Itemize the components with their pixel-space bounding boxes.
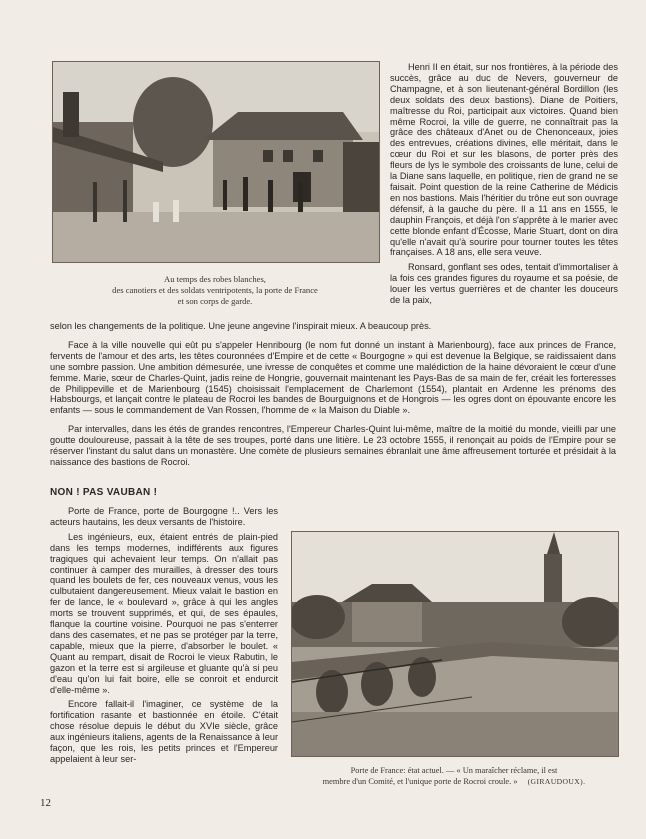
photo-current-image	[292, 532, 618, 756]
full-width-paragraph: Par intervalles, dans les étés de grandes rencontres, l'Empereur Charles-Quint lui-même, maître de la moitié du monde, vieilli par une goutte douloureuse, passait à la tête de ses troupes, porté dans une litière. Le 23 octobre 1555, il renonçait au poids de l'Empire pour se réserver l'instant du salut dans un monastère. Une comète de plusieurs semaines ébranlait une âme affreusement torturée et présidait à la naissance des bastions de Rocroi.	[50, 424, 616, 467]
full-width-continuation: selon les changements de la politique. Une jeune angevine l'inspirait mieux. A beaucoup près.	[50, 321, 432, 331]
right-paragraph: Ronsard, gonflant ses odes, tentait d'immortaliser à la fois ces grandes figures du royaume et sa poésie, de louer les vertus guerrières et de chanter les douceurs de la paix,	[390, 262, 618, 306]
left-column	[50, 506, 278, 765]
photo-bottom-caption-line	[291, 777, 617, 788]
right-paragraph: Henri II en était, sur nos frontières, à la période des succès, grâce au duc de Nevers, gouverneur de Champagne, et à son lieutenant-général Bordillon (les deux soldats des deux bastions). Diane de Poitiers, maîtresse du Roi, participait aux victoires. Quand bien même Rocroi, la ville de guerre, ne connaîtrait pas la grâce des châteaux d'Anet ou de Chenonceaux, joies des entrevues, créations divines, elle méritait, dans le cœur du Roi et sur les blasons, de porter près des fleurs de lys le symbole des croissants de lune, celui de la Diane sans laquelle, en politique, rien de grand ne se faisait. Point question de la reine Catherine de Médicis en nos bastions. Mais l'héritier du trône eut son ouvrage défensif, à la gauche du père. Il a 11 ans en 1555, le dauphin François, et déjà l'on s'apprête à le marier avec cette blonde enfant d'Écosse, Marie Stuart, dont on dira qu'elle n'avait qu'à sourire pour tourner toutes les têtes françaises. A 18 ans, elle sera veuve.	[390, 62, 619, 258]
photo-top-caption-line: Au temps des robes blanches,	[164, 274, 266, 284]
section-heading: NON ! PAS VAUBAN !	[50, 487, 158, 498]
photo-top-caption	[52, 274, 378, 307]
full-width-text	[50, 321, 616, 468]
left-paragraph: Encore fallait-il l'imaginer, ce système de la fortification rasante et bastionnée en étoile. C'était chose résolue depuis le début du XVIe siècle, grâce aux ingénieurs italiens, agents de la Renaissance à leur façon, que les rois, les petits princes et l'Empereur appelaient à leur ser-	[50, 699, 278, 764]
page-number: 12	[40, 797, 51, 809]
photo-porte-de-france-old	[52, 61, 380, 263]
left-paragraph: Porte de France, porte de Bourgogne !.. Vers les acteurs hautains, les deux versants de l'histoire.	[50, 506, 278, 527]
photo-bottom-caption-text: membre d'un Comité, et l'unique porte de Rocroi croule. »	[322, 776, 518, 786]
right-column	[390, 62, 618, 306]
photo-bottom-caption	[291, 766, 617, 787]
full-width-paragraph: Face à la ville nouvelle qui eût pu s'appeler Henribourg (le nom fut donné un instant à Marienbourg), face aux princes de France, fervents de l'amour et des arts, les têtes couronnées d'Empire et de cette « Bourgogne » qui est devenue la Belgique, se raidissaient dans une sombre passion. Une ambition démesurée, une ivresse de conquêtes et comme une malédiction de la haine dévoraient le cœur d'une femme. Marie, sœur de Charles-Quint, jadis reine de Hongrie, gouvernait maintenant les Pays-Bas de sa main de fer, créait les forteresses de Philippeville et de Marienbourg (1545) choisissait l'emplacement de Charlemont (1554), plantait en Ardenne les prénoms des Habsbourgs, et lançait contre le plateau de Rocroi les bandes de Bourguignons et de Hongrois — les ogres dont on épouvante encore les enfants — sous le commandement de Van Rossen, l'homme de « la Maison du Diable ».	[50, 339, 616, 416]
photo-top-caption-line: et son corps de garde.	[177, 296, 253, 306]
photo-top-caption-line: des canotiers et des soldats ventripotents, la porte de France	[112, 285, 318, 295]
left-paragraph: Les ingénieurs, eux, étaient entrés de plain-pied dans les temps modernes, indifférents aux figures tragiques qui achevaient leur temps. On n'allait pas continuer à camper des murailles, à dresser des tours quand les boulets de fer, ces nouveaux venus, vous les culbutaient dangereusement. Mieux valait le bastion en fer de lance, le « boulevard », grâce à qui les angles morts se trouvent supprimés, et qui, de ses épaules, flanque la courtine voisine. Pourquoi ne pas s'enterrer dans des casemates, et ne pas se protéger par la terre, capable, mieux que la pierre, d'absorber le boulet. « Quant au rempart, disait de Rocroi le vieux Rabutin, le gazon et la terre est si argileuse et gluante qu'à si peu d'eau qu'on lui fait boire, elle se conroit et endurcit d'elle-même ».	[50, 531, 278, 695]
photo-porte-de-france-current	[291, 531, 619, 757]
photo-bottom-caption-credit: (GIRAUDOUX).	[527, 776, 586, 786]
photo-old-image	[53, 62, 379, 262]
photo-bottom-caption-line: Porte de France: état actuel. — « Un maraîcher réclame, il est	[350, 766, 558, 775]
